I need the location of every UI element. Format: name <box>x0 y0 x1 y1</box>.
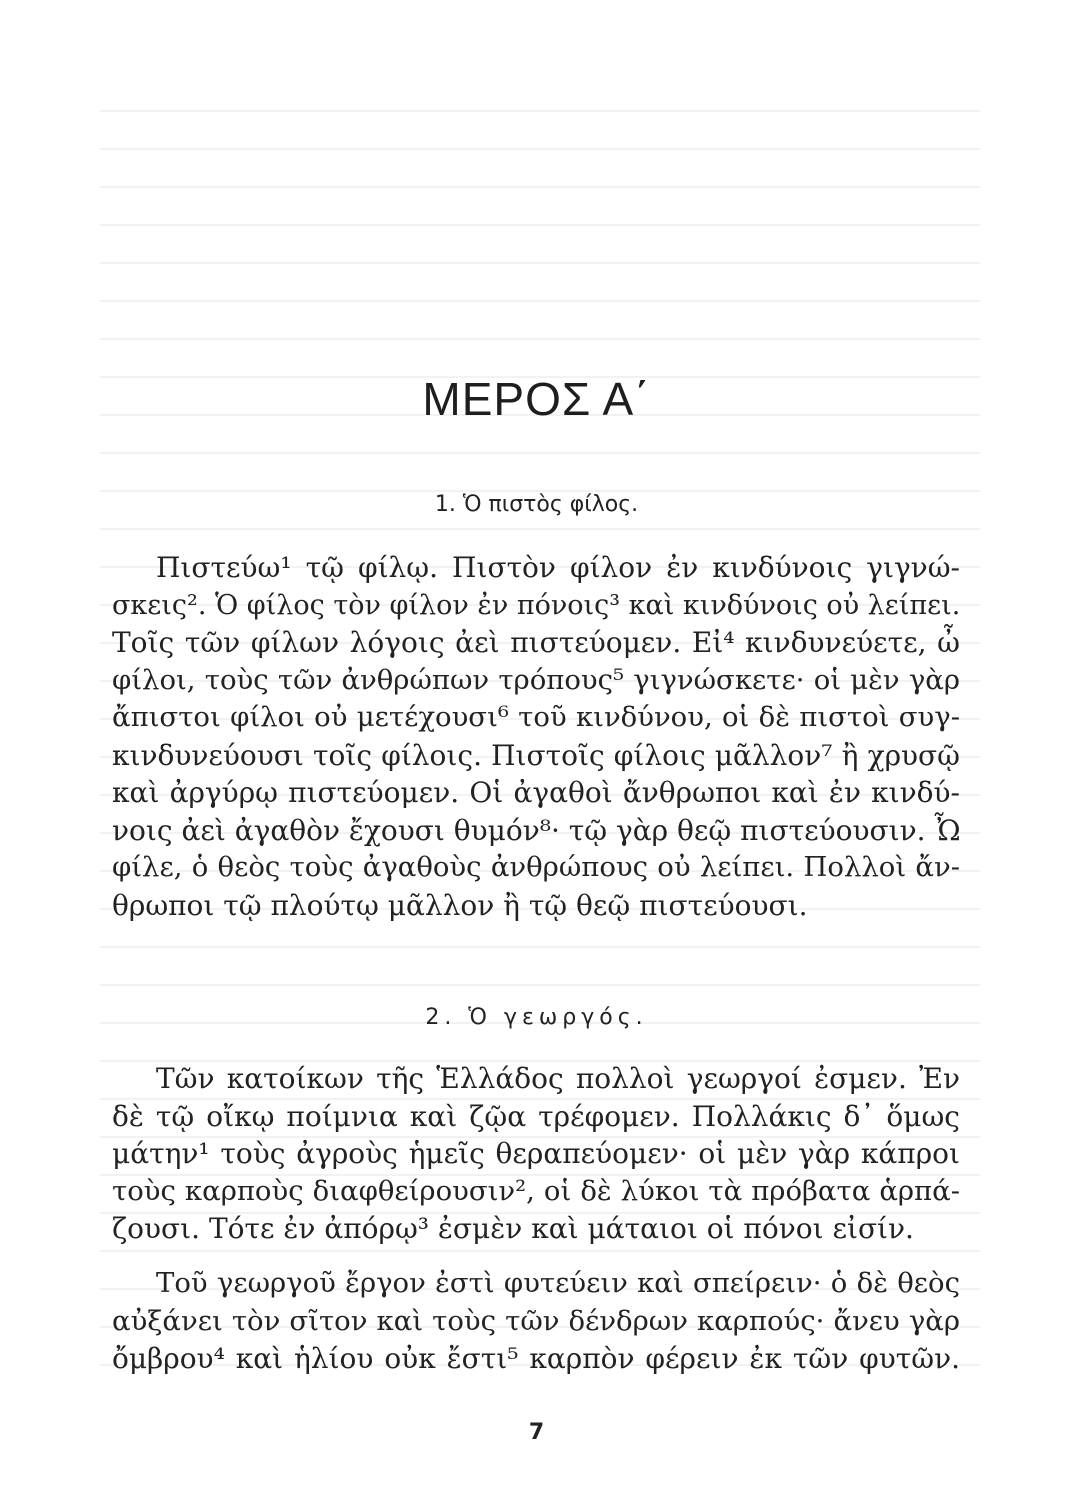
text-line: φίλοι, τοὺς τῶν ἀνθρώπων τρόπους⁵ γιγνώσκετε· οἱ μὲν γὰρ <box>112 663 960 696</box>
text-line: θρωποι τῷ πλούτῳ μᾶλλον ἢ τῷ θεῷ πιστεύουσι. <box>112 888 808 922</box>
text-line: δὲ τῷ οἴκῳ ποίμνια καὶ ζῷα τρέφομεν. Πολλάκις δ᾽ ὅμως <box>112 1099 960 1133</box>
section-title-2: 2. Ὁ γεωργός. <box>425 1005 648 1030</box>
text-line: ζουσι. Τότε ἐν ἀπόρῳ³ ἐσμὲν καὶ μάταιοι οἱ πόνοι εἰσίν. <box>112 1212 914 1245</box>
paragraph-faithful-friend <box>112 549 960 924</box>
text-line: σκεις². Ὁ φίλος τὸν φίλον ἐν πόνοις³ καὶ κινδύνοις οὐ λείπει. <box>112 589 961 621</box>
text-line: νοις ἀεὶ ἀγαθὸν ἔχουσι θυμόν⁸· τῷ γὰρ θεῷ πιστεύουσιν. Ὦ <box>112 813 961 847</box>
text-line: Πιστεύω¹ τῷ φίλῳ. Πιστὸν φίλον ἐν κινδύνοις γιγνώ- <box>156 551 960 584</box>
text-line: Τῶν κατοίκων τῆς Ἑλλάδος πολλοὶ γεωργοί ἐσμεν. Ἐν <box>156 1062 960 1095</box>
text-line: Τοῖς τῶν φίλων λόγοις ἀεὶ πιστεύομεν. Εἰ⁴ κινδυνεύετε, ὦ <box>112 626 960 659</box>
text-line: μάτην¹ τοὺς ἀγροὺς ἡμεῖς θεραπεύομεν· οἱ μὲν γὰρ κάπροι <box>112 1137 960 1170</box>
part-title: ΜΕΡΟΣ Α΄ <box>422 373 651 425</box>
page-number: 7 <box>528 1420 545 1445</box>
text-line: ἄπιστοι φίλοι οὐ μετέχουσι⁶ τοῦ κινδύνου, οἱ δὲ πιστοὶ συγ- <box>112 701 960 733</box>
paragraph-farmer-2 <box>112 1265 960 1378</box>
section-title-1: 1. Ὁ πιστὸς φίλος. <box>434 492 639 517</box>
text-line: Τοῦ γεωργοῦ ἔργον ἐστὶ φυτεύειν καὶ σπείρειν· ὁ δὲ θεὸς <box>156 1267 960 1299</box>
text-line: κινδυνεύουσι τοῖς φίλοις. Πιστοῖς φίλοις μᾶλλον⁷ ἢ χρυσῷ <box>112 738 960 772</box>
paragraph-farmer-1 <box>112 1060 960 1248</box>
text-line: καὶ ἀργύρῳ πιστεύομεν. Οἱ ἀγαθοὶ ἄνθρωποι καὶ ἐν κινδύ- <box>112 776 960 809</box>
text-line: φίλε, ὁ θεὸς τοὺς ἀγαθοὺς ἀνθρώπους οὐ λείπει. Πολλοὶ ἄν- <box>112 851 960 883</box>
text-line: τοὺς καρποὺς διαφθείρουσιν², οἱ δὲ λύκοι τὰ πρόβατα ἁρπά- <box>112 1174 960 1207</box>
text-line: ὄμβρου⁴ καὶ ἡλίου οὐκ ἔστι⁵ καρπὸν φέρειν ἐκ τῶν φυτῶν. <box>112 1342 960 1375</box>
text-line: αὐξάνει τὸν σῖτον καὶ τοὺς τῶν δένδρων καρπούς· ἄνευ γὰρ <box>112 1304 960 1337</box>
